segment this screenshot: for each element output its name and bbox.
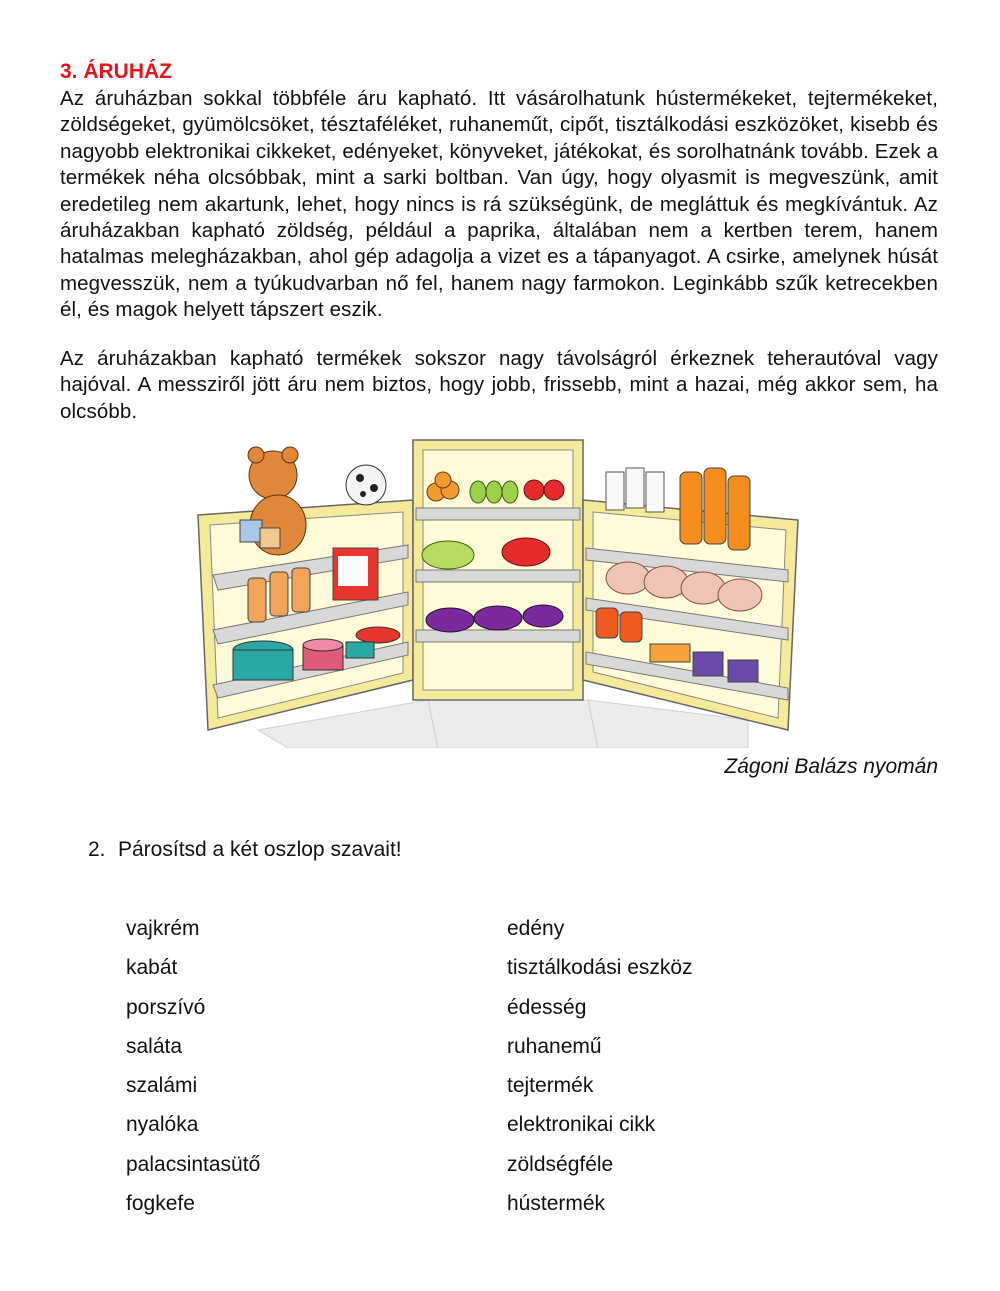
right-word: ruhanemű bbox=[507, 1034, 602, 1058]
left-word: fogkefe bbox=[126, 1192, 195, 1216]
left-word: palacsintasütő bbox=[126, 1152, 261, 1176]
left-word: nyalóka bbox=[126, 1113, 199, 1137]
right-word: hústermék bbox=[507, 1192, 606, 1216]
left-word: porszívó bbox=[126, 995, 206, 1019]
left-word: vajkrém bbox=[126, 917, 200, 940]
right-word: elektronikai cikk bbox=[507, 1113, 656, 1137]
store-shelves-illustration bbox=[188, 430, 808, 748]
left-word: szalámi bbox=[126, 1074, 198, 1098]
task-instruction bbox=[88, 838, 402, 862]
center-shelf-unit bbox=[413, 440, 583, 700]
right-word: edény bbox=[507, 917, 565, 940]
right-word: tejtermék bbox=[507, 1074, 594, 1098]
source-attribution: Zágoni Balázs nyomán bbox=[724, 755, 938, 778]
right-word-column bbox=[507, 914, 693, 1228]
right-word: édesség bbox=[507, 995, 587, 1019]
floor-tiles bbox=[258, 700, 748, 748]
task-number: 2. bbox=[88, 838, 106, 861]
left-word-column bbox=[126, 914, 260, 1228]
paragraph-2: Az áruházakban kapható termékek sokszor nagy távolságról érkeznek teherautóval vagy hajóval. A messziről jött áru nem biztos, hogy jobb, frissebb, mint a hazai, még akkor sem, ha olcsóbb. bbox=[60, 347, 938, 423]
right-word: tisztálkodási eszköz bbox=[507, 956, 693, 980]
section-heading: 3. ÁRUHÁZ bbox=[60, 60, 173, 83]
right-shelf-unit bbox=[583, 468, 798, 730]
task-text: Párosítsd a két oszlop szavait! bbox=[118, 838, 402, 861]
left-word: saláta bbox=[126, 1034, 183, 1058]
paragraph-1: Az áruházban sokkal többféle áru kapható. Itt vásárolhatunk hústermékeket, tejtermékeket, zöldségeket, gyümölcsöket, tésztaféléket, ruhaneműt, cipőt, tisztálkodási eszközöket, kisebb és nagyobb elektronikai cikkeket, edényeket, könyveket, játékokat, és sorolhatnánk tovább. Ezek a termékek néha olcsóbbak, mint a sarki boltban. Van úgy, hogy olyasmit is megveszünk, amit eredetileg nem akartunk, lehet, hogy nincs is rá szükségünk, de megláttuk és megkívántuk. Az áruházakban kapható zöldség, például a paprika, általában nem a kertben terem, hanem hatalmas melegházakban, ahol gép adagolja a vizet es a tápanyagot. A csirke, amelynek húsát megvesszük, nem a tyúkudvarban nő fel, hanem nagy farmokon. Leginkább szűk ketrecekben él, és magok helyett tápszert eszik. bbox=[60, 87, 938, 322]
left-word: kabát bbox=[126, 956, 178, 980]
right-word: zöldségféle bbox=[507, 1152, 614, 1176]
left-shelf-unit bbox=[198, 447, 413, 730]
